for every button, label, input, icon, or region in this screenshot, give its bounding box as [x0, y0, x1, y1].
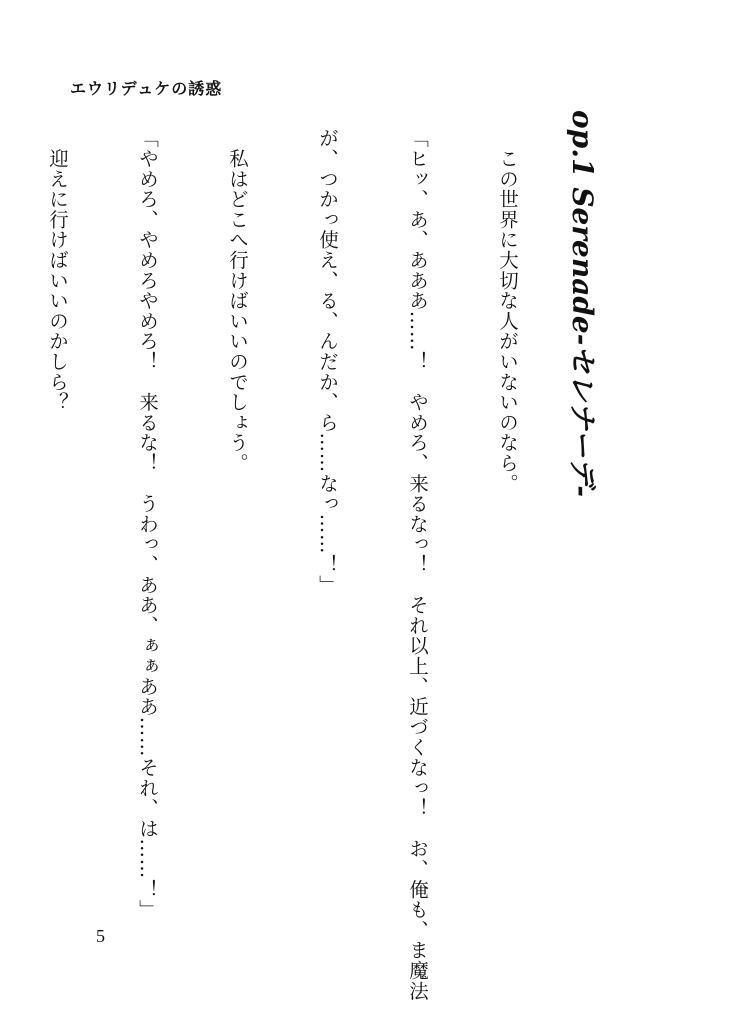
chapter-title: op.1 Serenade-セレナーデ- — [566, 110, 599, 497]
text-line: 「やめろ、やめろやめろ！ 来るな！ うわっ、ああ、ぁぁああ……それ、は……！」 — [136, 128, 159, 920]
text-line: 「ヒッ、あ、あああ……！ やめろ、来るなっ！ それ以上、近づくなっ！ お、俺も、ま魔法 — [406, 128, 429, 1001]
body-text — [0, 128, 582, 1001]
text-line: この世界に大切な人がいないのなら。 — [496, 128, 519, 494]
text-line: 私はどこへ行けばいいのでしょう。 — [226, 128, 249, 474]
text-line: 迎えに行けばいいのかしら？ — [46, 128, 69, 413]
running-header: エウリデュケの誘惑 — [70, 79, 223, 98]
page-number: 5 — [96, 926, 105, 946]
text-line: が、つかっ使え、る、んだか、ら……なっ……！」 — [316, 128, 339, 595]
